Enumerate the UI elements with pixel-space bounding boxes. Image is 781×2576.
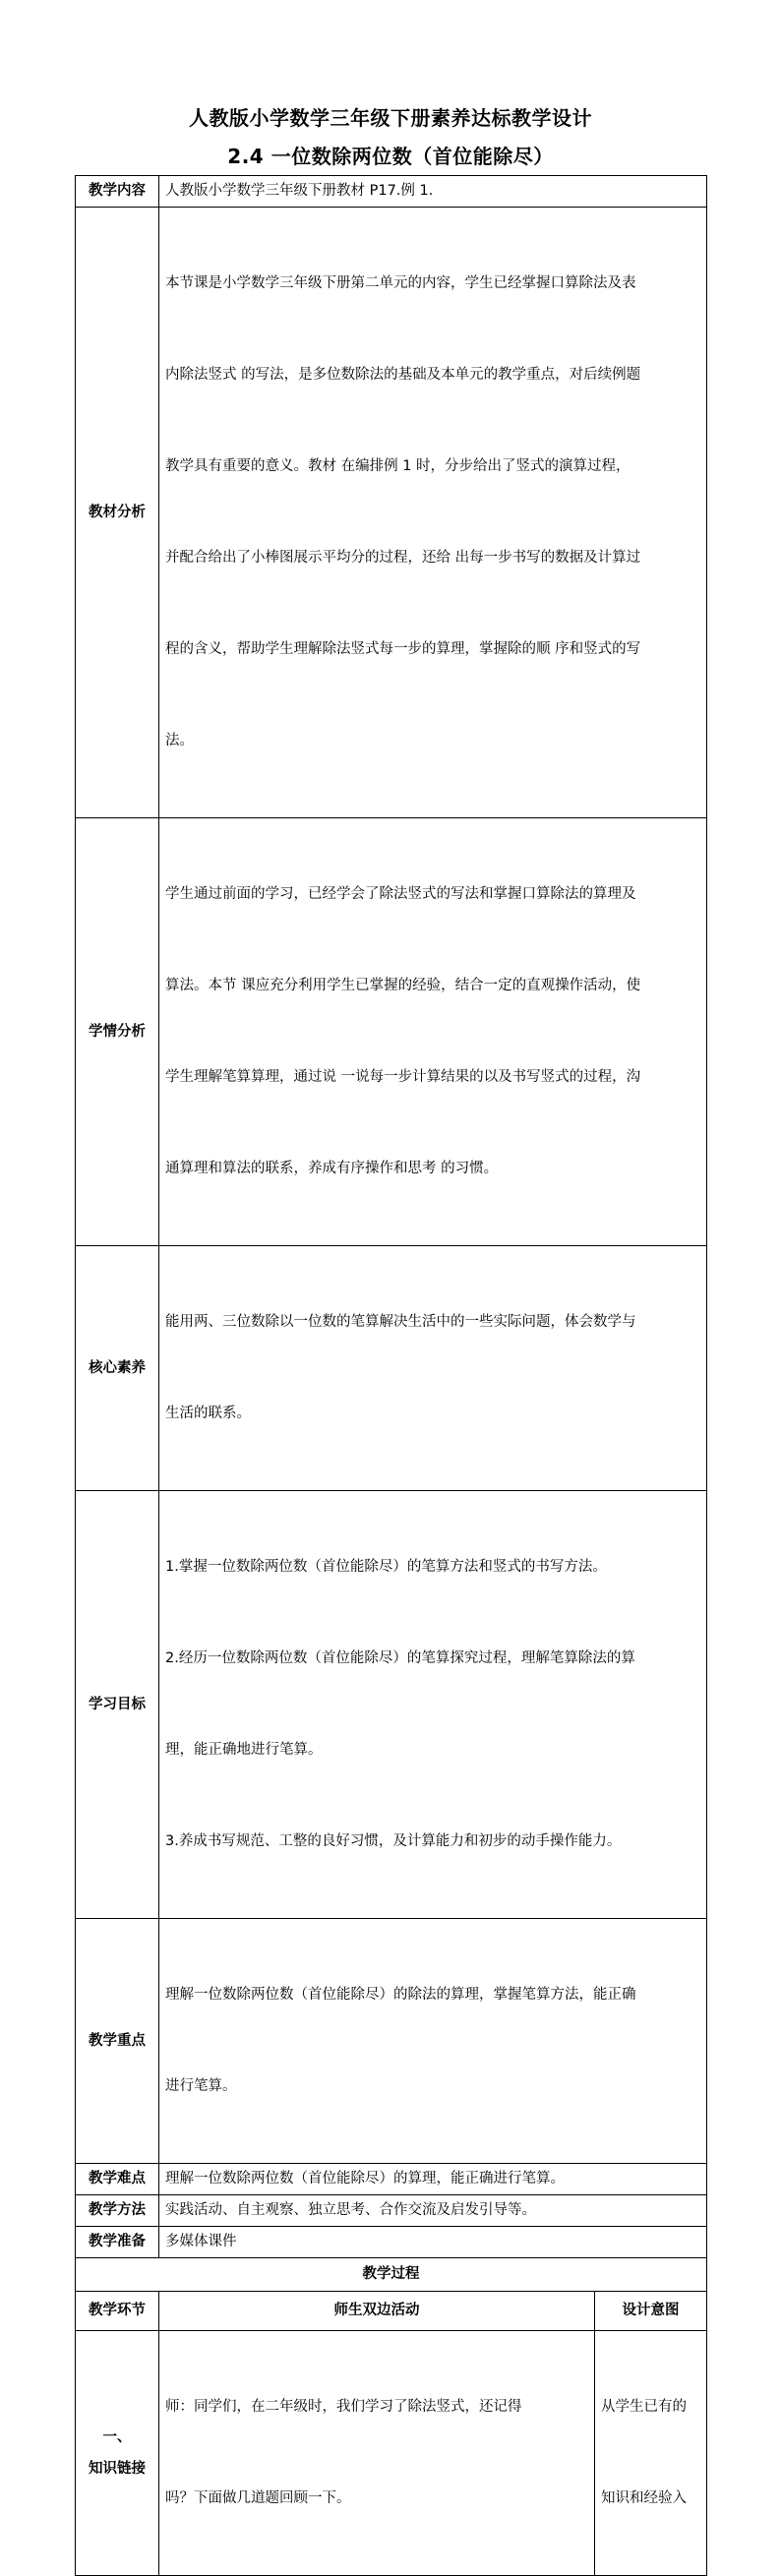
row-prep: [76, 2227, 707, 2258]
activity-line: 吗？下面做几道题回顾一下。: [165, 2490, 351, 2506]
goals-text: [159, 1491, 707, 1919]
row-process-columns: [76, 2292, 707, 2331]
col-intent: 设计意图: [595, 2292, 707, 2331]
stage-1-label: [76, 2331, 159, 2576]
goal-line: 理，能正确地进行笔算。: [165, 1742, 323, 1758]
material-text: [159, 208, 707, 818]
literacy-text: [159, 1246, 707, 1491]
row-content: [76, 176, 707, 208]
intent-line: 知识和经验入: [601, 2490, 687, 2506]
key-line: 进行笔算。: [165, 2078, 237, 2094]
content-text: 人教版小学数学三年级下册教材 P17.例 1.: [159, 176, 707, 208]
label-difficulty: 教学难点: [76, 2164, 159, 2195]
key-line: 理解一位数除两位数（首位能除尽）的除法的算理，掌握笔算方法，能正确: [165, 1987, 636, 2003]
difficulty-text: 理解一位数除两位数（首位能除尽）的算理，能正确进行笔算。: [159, 2164, 707, 2195]
goal-line: 3.养成书写规范、工整的良好习惯，及计算能力和初步的动手操作能力。: [165, 1833, 622, 1849]
intent-line: 从学生已有的: [601, 2399, 687, 2415]
literacy-line: 能用两、三位数除以一位数的笔算解决生活中的一些实际问题，体会数学与: [165, 1314, 636, 1330]
learner-line: 通算理和算法的联系，养成有序操作和思考 的习惯。: [165, 1161, 499, 1176]
stage-1-number: 一、: [102, 2429, 132, 2445]
material-line: 内除法竖式 的写法，是多位数除法的基础及本单元的教学重点，对后续例题: [165, 367, 641, 383]
label-literacy: 核心素养: [76, 1246, 159, 1491]
activity-line: 师：同学们，在二年级时，我们学习了除法竖式，还记得: [165, 2399, 522, 2415]
col-activity: 师生双边活动: [159, 2292, 595, 2331]
col-stage: 教学环节: [76, 2292, 159, 2331]
learner-line: 算法。本节 课应充分利用学生已掌握的经验，结合一定的直观操作活动，使: [165, 978, 641, 993]
learner-line: 学生通过前面的学习，已经学会了除法竖式的写法和掌握口算除法的算理及: [165, 886, 636, 902]
label-material: 教材分析: [76, 208, 159, 818]
lesson-subtitle: 2.4 一位数除两位数（首位能除尽）: [227, 145, 554, 168]
document-title: 人教版小学数学三年级下册素养达标教学设计: [189, 106, 592, 130]
method-text: 实践活动、自主观察、独立思考、合作交流及启发引导等。: [159, 2195, 707, 2227]
prep-text: 多媒体课件: [159, 2227, 707, 2258]
goal-line: 2.经历一位数除两位数（首位能除尽）的笔算探究过程，理解笔算除法的算: [165, 1650, 635, 1666]
stage-1-title: 知识链接: [89, 2461, 146, 2477]
label-content: 教学内容: [76, 176, 159, 208]
key-text: [159, 1919, 707, 2164]
row-method: [76, 2195, 707, 2227]
row-process-heading: [76, 2258, 707, 2292]
learner-text: [159, 818, 707, 1246]
row-key: [76, 1919, 707, 2164]
learner-line: 学生理解笔算算理，通过说 一说每一步计算结果的以及书写竖式的过程，沟: [165, 1069, 641, 1085]
label-goals: 学习目标: [76, 1491, 159, 1919]
row-learner: [76, 818, 707, 1246]
row-difficulty: [76, 2164, 707, 2195]
literacy-line: 生活的联系。: [165, 1406, 251, 1421]
label-prep: 教学准备: [76, 2227, 159, 2258]
label-method: 教学方法: [76, 2195, 159, 2227]
goal-line: 1.掌握一位数除两位数（首位能除尽）的笔算方法和竖式的书写方法。: [165, 1559, 607, 1575]
material-line: 程的含义，帮助学生理解除法竖式每一步的算理，掌握除的顺 序和竖式的写: [165, 641, 641, 657]
row-literacy: [76, 1246, 707, 1491]
material-line: 本节课是小学数学三年级下册第二单元的内容，学生已经掌握口算除法及表: [165, 275, 636, 291]
stage-1-intent: [595, 2331, 707, 2576]
lesson-plan-table: [75, 175, 707, 2576]
process-heading: 教学过程: [76, 2258, 707, 2292]
material-line: 教学具有重要的意义。教材 在编排例 1 时，分步给出了竖式的演算过程，: [165, 458, 631, 474]
label-key: 教学重点: [76, 1919, 159, 2164]
row-material: [76, 208, 707, 818]
material-line: 并配合给出了小棒图展示平均分的过程，还给 出每一步书写的数据及计算过: [165, 550, 641, 566]
stage-1-activity: [159, 2331, 595, 2576]
label-learner: 学情分析: [76, 818, 159, 1246]
row-goals: [76, 1491, 707, 1919]
row-stage-1: [76, 2331, 707, 2576]
material-line: 法。: [165, 733, 194, 749]
